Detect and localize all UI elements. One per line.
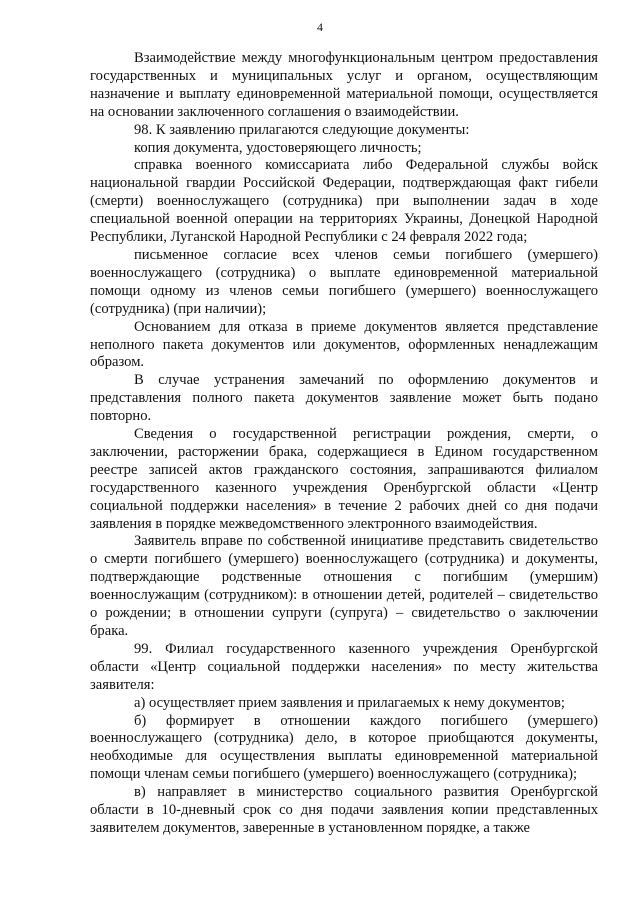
- page-number: 4: [317, 20, 323, 34]
- paragraph-99a: а) осуществляет прием заявления и прилагаемых к нему документов;: [134, 694, 565, 711]
- paragraph-99-branch: 99. Филиал государственного казенного учреждения Оренбургской области «Центр социальной поддержки населения» по месту жительства заявителя:: [90, 640, 598, 693]
- paragraph-99v: в) направляет в министерство социального развития Оренбургской области в 10-дневный срок со дня подачи заявления копии представленных заявителем документов, заверенные в установленном порядке, а также: [90, 784, 598, 836]
- document-body: [90, 50, 598, 838]
- paragraph-mfc-interaction: Взаимодействие между многофункциональным центром предоставления государственных и муниципальных услуг и органом, осуществляющим назначение и выплату единовременной материальной помощи, осуществляется на основании заключенного соглашения о взаимодействии.: [90, 50, 598, 120]
- paragraph-family-consent: письменное согласие всех членов семьи погибшего (умершего) военнослужащего (сотрудника) о выплате единовременной материальной помощи одному из членов семьи погибшего (умершего) военнослужащего (сотрудника) (при наличии);: [90, 246, 598, 317]
- paragraph-military-certificate: справка военного комиссариата либо Федеральной службы войск национальной гвардии Российской Федерации, подтверждающая факт гибели (смерти) военнослужащего (сотрудника) при выполнении задач в ходе специальной военной операции на территориях Украины, Донецкой Народной Республики, Луганской Народной Республики с 24 февраля 2022 года;: [90, 157, 598, 246]
- paragraph-applicant-initiative: Заявитель вправе по собственной инициативе представить свидетельство о смерти погибшего (умершего) военнослужащего (сотрудника) и документы, подтверждающие родственные отношения с погибшим (умершим) военнослужащим (сотрудником): в отношении детей, родителей – свидетельство о рождении; в отношении супруги (супруга) – свидетельство о заключении брака.: [90, 533, 598, 639]
- paragraph-98-documents: 98. К заявлению прилагаются следующие документы:: [134, 121, 470, 138]
- paragraph-99b: б) формирует в отношении каждого погибшего (умершего) военнослужащего (сотрудника) дело, в которое приобщаются документы, необходимые для осуществления выплаты единовременной материальной помощи членам семьи погибшего (умершего) военнослужащего (сотрудника);: [90, 712, 598, 783]
- paragraph-resubmission: В случае устранения замечаний по оформлению документов и представления полного пакета документов заявление может быть подано повторно.: [90, 372, 598, 425]
- paragraph-refusal-grounds: Основанием для отказа в приеме документов является представление неполного пакета документов или документов, оформленных ненадлежащим образом.: [90, 318, 598, 371]
- paragraph-id-copy: копия документа, удостоверяющего личность;: [134, 139, 422, 156]
- paragraph-registry-info: Сведения о государственной регистрации рождения, смерти, о заключении, расторжении брака, содержащиеся в Едином государственном реестре записей актов гражданского состояния, запрашиваются филиалом государственного казенного учреждения Оренбургской области «Центр социальной поддержки населения» в течение 2 рабочих дней со дня подачи заявления в порядке межведомственного электронного взаимодействия.: [90, 426, 598, 532]
